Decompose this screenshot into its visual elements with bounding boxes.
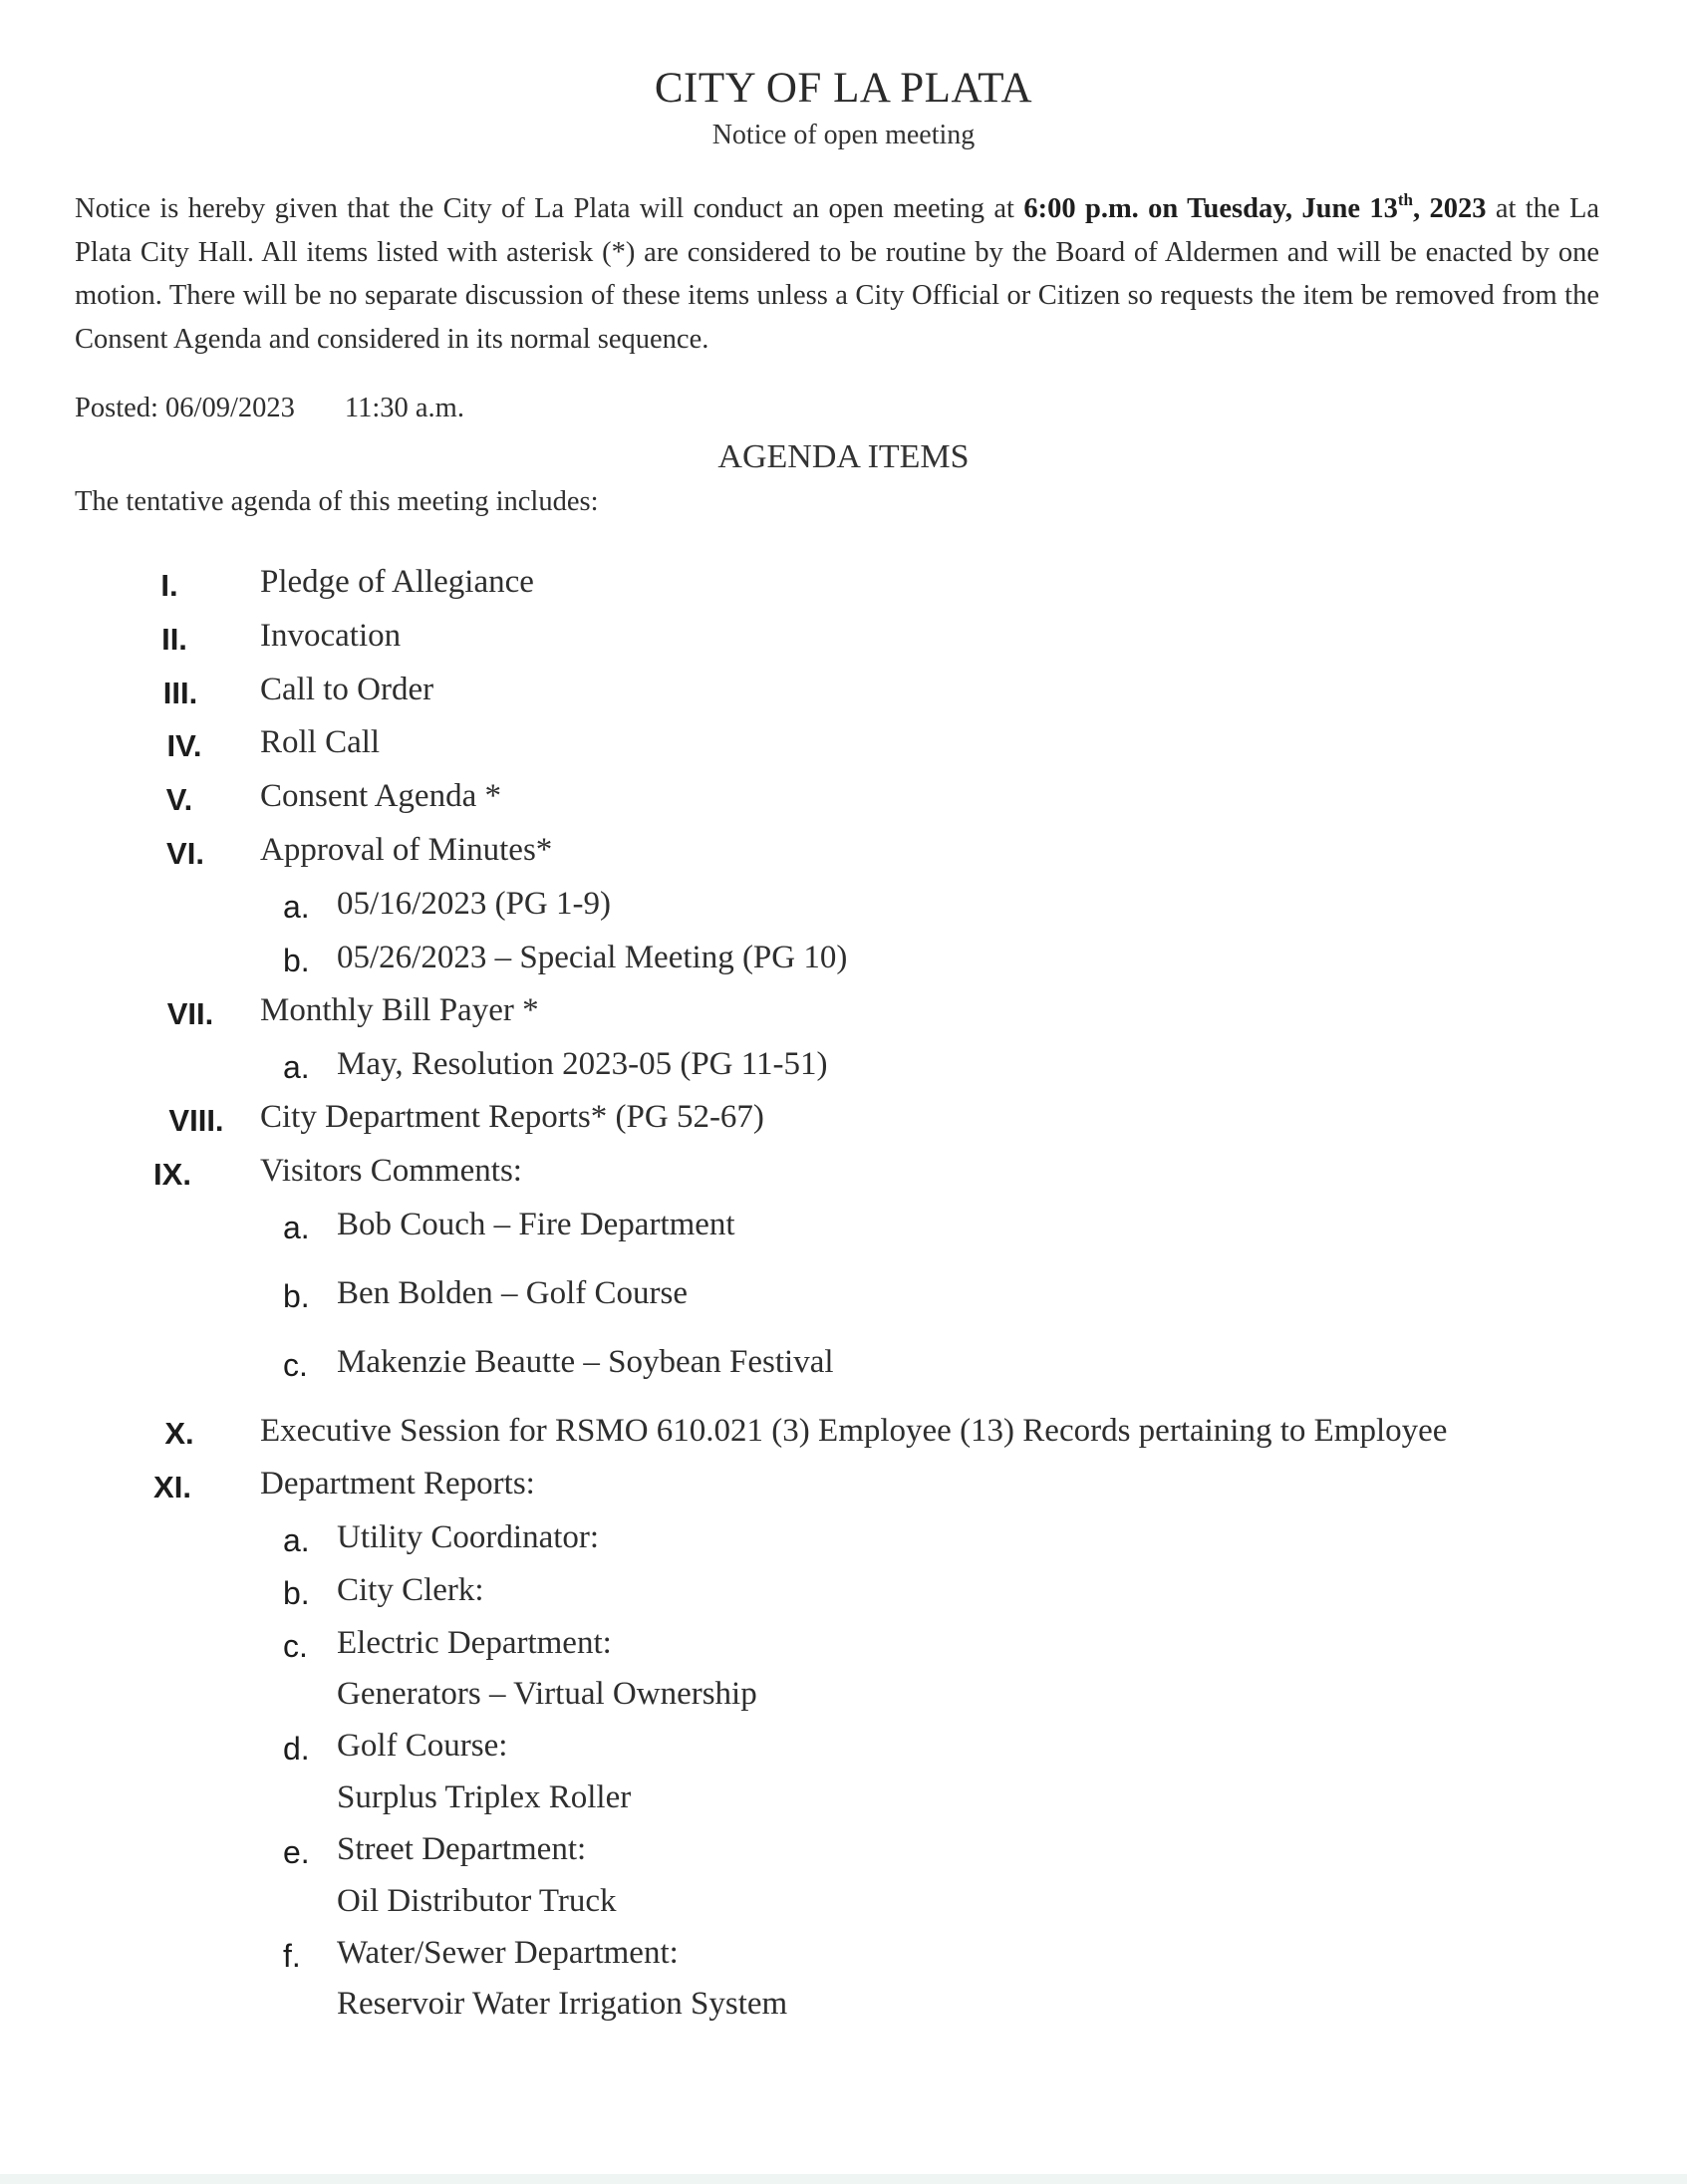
sub-item-letter: b. (283, 943, 310, 978)
sub-item-text: 05/26/2023 – Special Meeting (PG 10) (337, 940, 848, 975)
sub-item-text: Street Department: (337, 1831, 587, 1867)
agenda-heading: AGENDA ITEMS (717, 438, 970, 475)
posted-time: 11:30 a.m. (344, 393, 464, 423)
agenda-item-number: VIII. (168, 1103, 224, 1138)
sub-item-letter: b. (283, 1278, 310, 1314)
sub-item-text: 05/16/2023 (PG 1-9) (337, 886, 611, 922)
page-subtitle: Notice of open meeting (711, 120, 976, 150)
agenda-item-text: City Department Reports* (PG 52-67) (260, 1099, 764, 1135)
agenda-item-text: Monthly Bill Payer * (260, 992, 539, 1028)
sub-item-text: Makenzie Beautte – Soybean Festival (337, 1344, 834, 1380)
sub-item-letter: f. (283, 1938, 301, 1974)
agenda-item-number: IV. (166, 728, 202, 763)
agenda-item-number: VII. (166, 996, 214, 1031)
agenda-item-text: Roll Call (260, 724, 381, 760)
agenda-intro: The tentative agenda of this meeting includes: (75, 486, 599, 517)
sub-item-letter: a. (283, 1210, 310, 1245)
posted-date: Posted: 06/09/2023 (75, 393, 295, 423)
sub-item-letter: a. (283, 889, 310, 925)
agenda-item-text: Pledge of Allegiance (260, 564, 534, 600)
sub-item-text: Utility Coordinator: (337, 1519, 600, 1555)
agenda-item-text: Department Reports: (260, 1466, 535, 1502)
sub-item-note: Oil Distributor Truck (337, 1883, 617, 1919)
agenda-item-text: Invocation (260, 618, 402, 654)
agenda-item-text: Approval of Minutes* (260, 832, 553, 868)
sub-item-text: Electric Department: (337, 1625, 612, 1661)
agenda-item-text: Executive Session for RSMO 610.021 (3) Employee (13) Records pertaining to Employee (260, 1413, 1448, 1449)
sub-item-text: Water/Sewer Department: (337, 1935, 679, 1971)
sub-item-note: Generators – Virtual Ownership (337, 1676, 757, 1712)
sub-item-letter: e. (283, 1834, 310, 1870)
sub-item-text: City Clerk: (337, 1572, 484, 1608)
page-title: CITY OF LA PLATA (654, 65, 1033, 112)
sub-item-text: May, Resolution 2023-05 (PG 11-51) (337, 1046, 828, 1082)
agenda-item-text: Call to Order (260, 672, 434, 707)
sub-item-letter: d. (283, 1731, 310, 1767)
sub-item-text: Ben Bolden – Golf Course (337, 1275, 688, 1311)
notice-body: at the La Plata City Hall. All items listed with asterisk (*) are considered to be routine by the Board of Aldermen and will be enacted by one motion. There will be no separate discussion of these items unless a City Official or Citizen so requests the item be removed from the Consent Agenda and considered in its normal sequence. (75, 193, 1600, 355)
sub-item-letter: a. (283, 1049, 310, 1085)
agenda-item-number: VI. (166, 836, 204, 871)
sub-item-letter: c. (283, 1347, 308, 1383)
scan-edge (0, 2174, 1687, 2184)
sub-item-letter: a. (283, 1522, 310, 1558)
agenda-item-text: Consent Agenda * (260, 778, 501, 814)
sub-item-letter: c. (283, 1628, 308, 1664)
sub-item-note: Reservoir Water Irrigation System (337, 1986, 788, 2022)
sub-item-text: Golf Course: (337, 1728, 508, 1764)
posted-line (75, 393, 464, 424)
agenda-item-number: X. (164, 1416, 194, 1451)
sub-item-text: Bob Couch – Fire Department (337, 1207, 735, 1242)
agenda-item-number: XI. (153, 1470, 191, 1504)
agenda-item-number: I. (160, 568, 178, 603)
notice-datetime: 6:00 p.m. on Tuesday, June 13th, 2023 (1023, 190, 1487, 224)
notice-paragraph (75, 187, 1599, 361)
agenda-item-text: Visitors Comments: (260, 1153, 522, 1189)
agenda-item-number: III. (162, 676, 198, 710)
notice-lead: Notice is hereby given that the City of La Plata will conduct an open meeting at (75, 193, 1024, 224)
sub-item-note: Surplus Triplex Roller (337, 1779, 632, 1815)
sub-item-letter: b. (283, 1575, 310, 1611)
agenda-item-number: V. (165, 782, 193, 817)
agenda-item-number: II. (161, 622, 187, 657)
agenda-item-number: IX. (153, 1157, 191, 1192)
